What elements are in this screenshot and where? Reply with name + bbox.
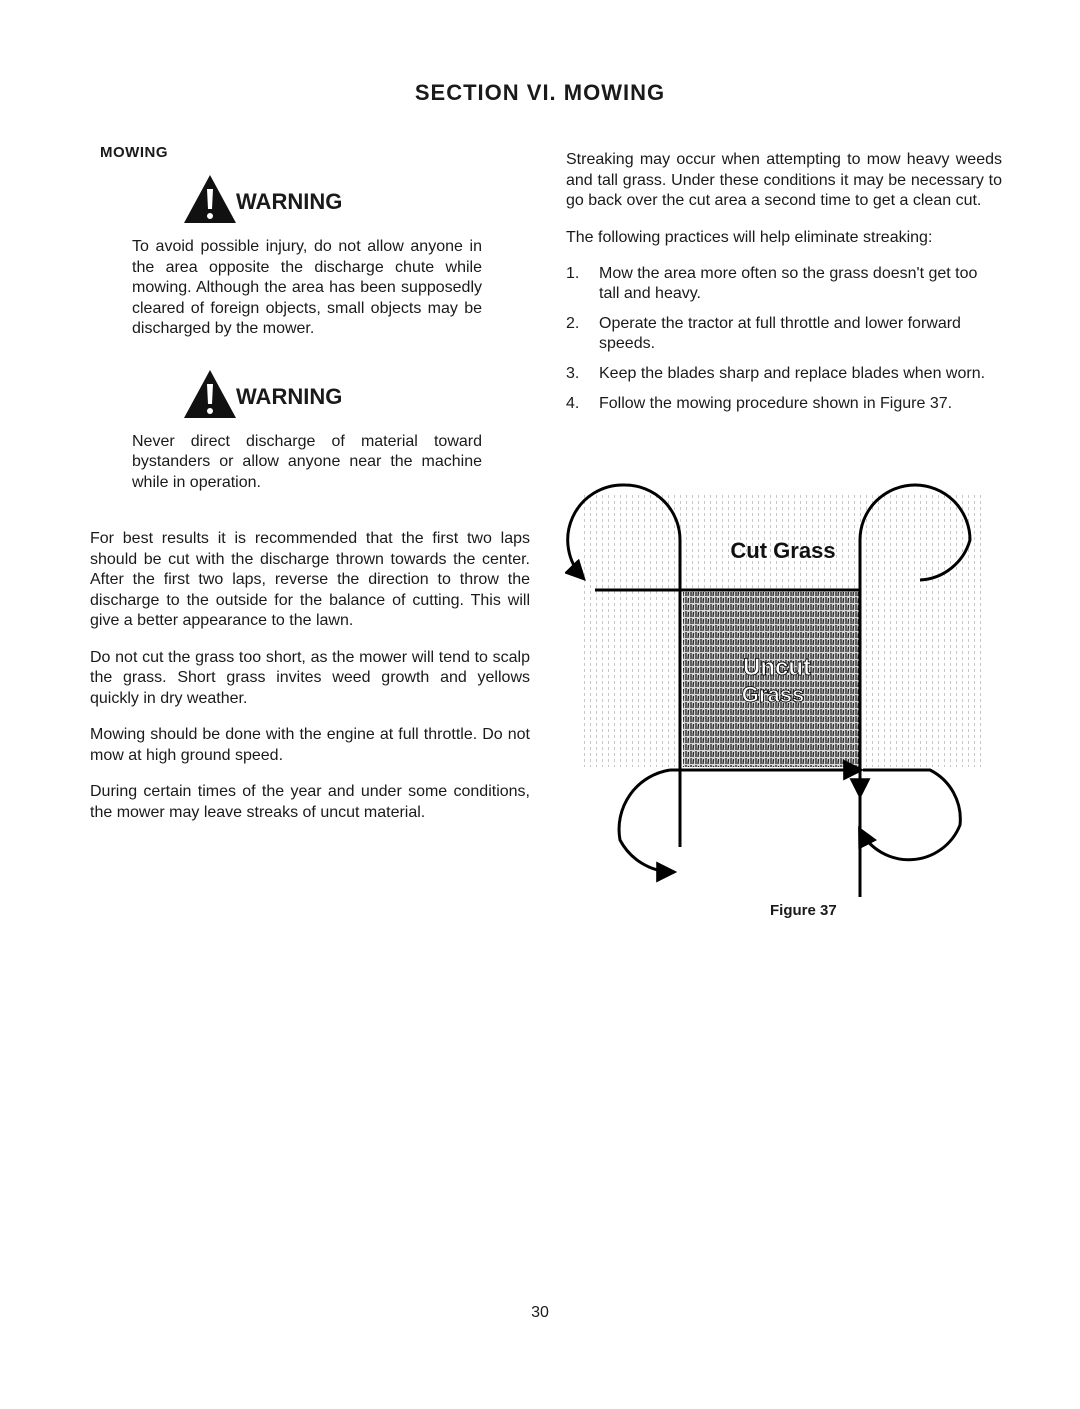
warning-triangle-icon	[180, 171, 240, 227]
uncut-grass-label-2: Grass	[741, 682, 805, 707]
warning-header-2	[180, 366, 530, 422]
section-title: SECTION VI. MOWING	[414, 80, 666, 105]
paragraph-practices: The following practices will help eliminate streaking:	[566, 228, 933, 246]
warning-text-1: To avoid possible injury, do not allow anyone in the area opposite the discharge chute while mowing. Although the area has been supposedly cleared of foreign objects, small objects may be discharged by the mower.	[132, 238, 482, 337]
paragraph-throttle: Mowing should be done with the engine at full throttle. Do not mow at high ground speed.	[90, 726, 530, 764]
page-number: 30	[531, 1304, 549, 1321]
figure-caption: Figure 37	[770, 902, 837, 919]
right-column	[566, 150, 1002, 424]
list-item: 2. Operate the tractor at full throttle and lower forward speeds.	[566, 315, 961, 352]
practices-list	[566, 264, 1002, 414]
figure-37-mowing-diagram	[565, 470, 995, 910]
warning-label-2: WARNING	[236, 383, 343, 409]
warning-triangle-icon	[180, 366, 240, 422]
cut-grass-label: Cut Grass	[730, 538, 836, 563]
warning-label-1: WARNING	[236, 189, 343, 214]
paragraph-streaks: During certain times of the year and under some conditions, the mower may leave streaks of uncut material.	[90, 783, 530, 821]
paragraph-discharge: For best results it is recommended that the first two laps should be cut with the discharge thrown towards the center. After the first two laps, reverse the direction to throw the discharge to the outside for the balance of cutting. This will give a better appearance to the lawn.	[90, 530, 530, 629]
paragraph-short-grass: Do not cut the grass too short, as the mower will tend to scalp the grass. Short grass invites weed growth and yellows quickly in dry weather.	[90, 648, 530, 707]
paragraph-streaking: Streaking may occur when attempting to mow heavy weeds and tall grass. Under these conditions it may be necessary to go back over the cut area a second time to get a clean cut.	[566, 151, 1002, 209]
mowing-subheading: MOWING	[100, 144, 168, 161]
list-item: 1. Mow the area more often so the grass doesn't get too tall and heavy.	[566, 265, 978, 302]
uncut-grass-label-1: Uncut	[743, 654, 811, 681]
warning-header-1	[180, 171, 530, 227]
list-item: 4. Follow the mowing procedure shown in Figure 37.	[566, 395, 953, 412]
list-item: 3. Keep the blades sharp and replace blades when worn.	[566, 365, 986, 382]
left-column	[90, 144, 530, 823]
warning-text-2: Never direct discharge of material toward bystanders or allow anyone near the machine while in operation.	[132, 432, 482, 491]
